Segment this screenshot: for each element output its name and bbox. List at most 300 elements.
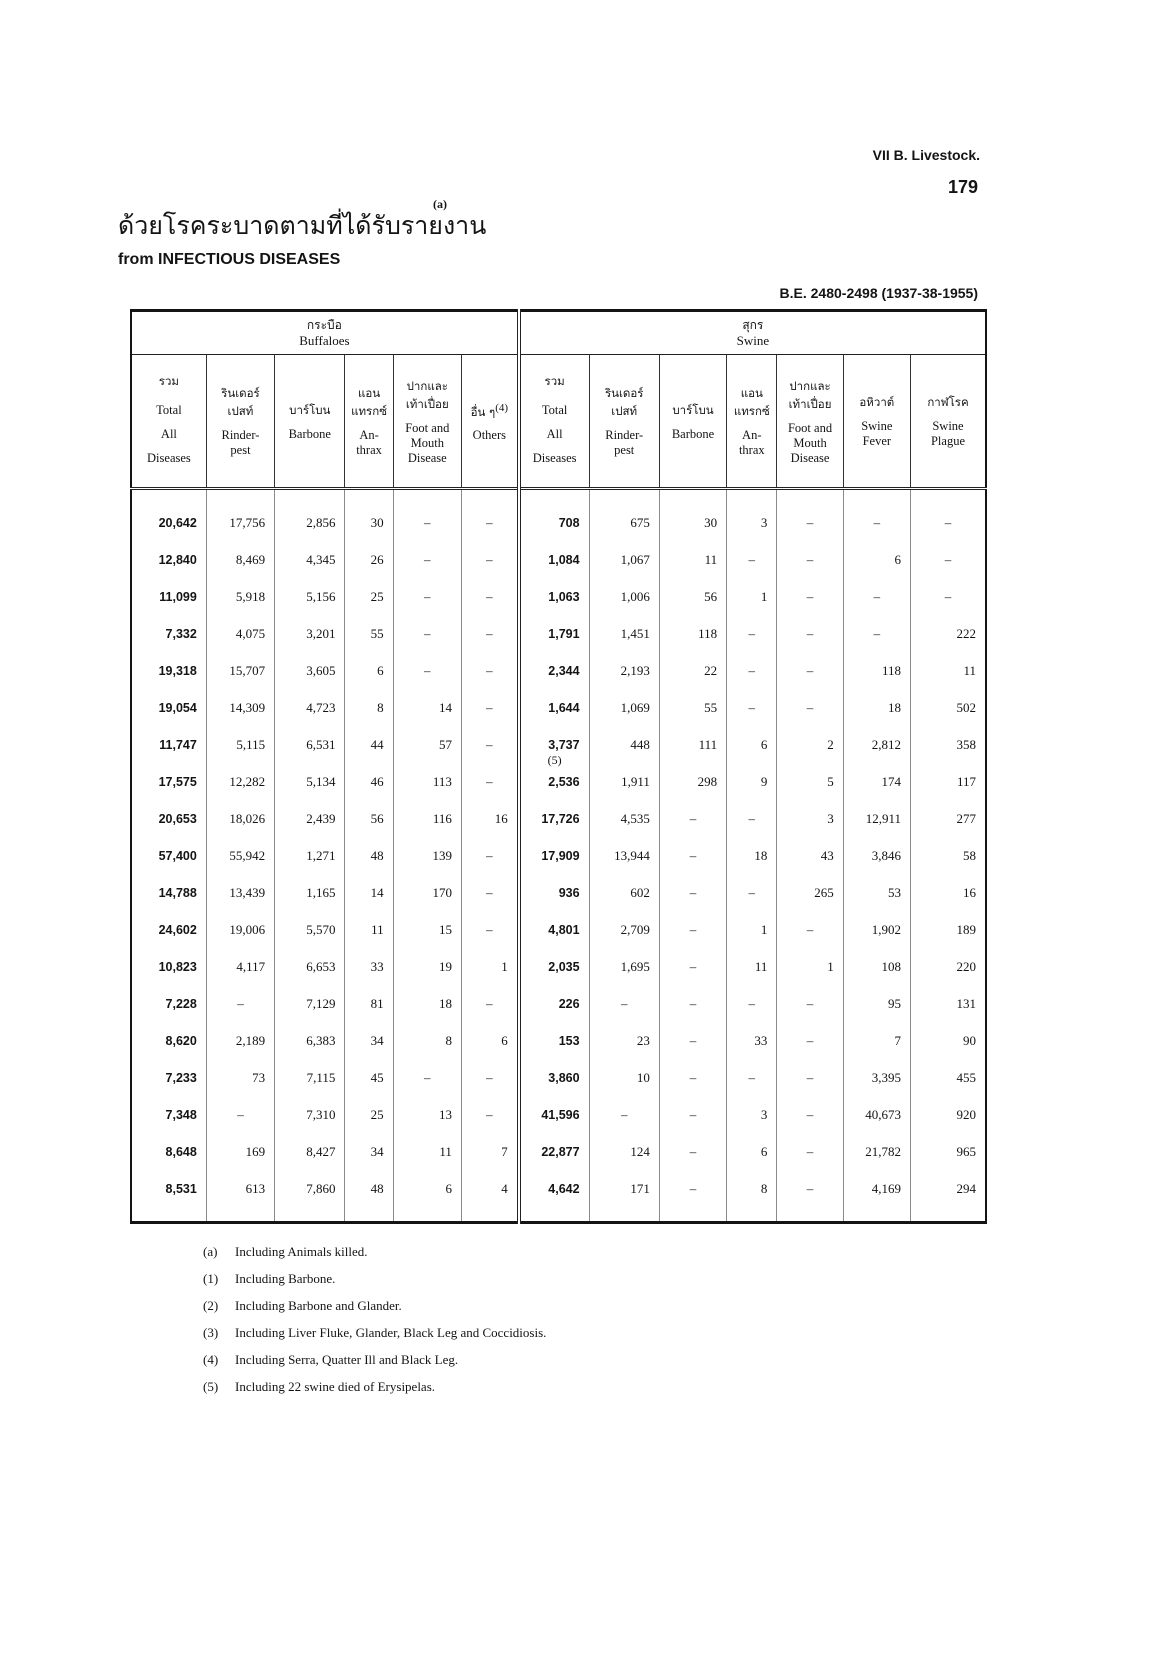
spacer-cell <box>910 489 986 505</box>
swine-anthrax-cell <box>727 948 777 985</box>
swine-anthrax-cell <box>727 1170 777 1207</box>
spacer-cell <box>910 1207 986 1223</box>
swine-foot-and-mouth-cell <box>777 504 843 541</box>
swine-foot-and-mouth-cell <box>777 1096 843 1133</box>
footnote-mark: (5) <box>203 1379 219 1394</box>
swine-swine-fever-cell <box>843 1170 910 1207</box>
cell-value: 7,233 <box>165 1070 197 1085</box>
spacer-cell <box>727 489 777 505</box>
swine-foot-and-mouth-cell <box>777 578 843 615</box>
cell-value: 11 <box>704 551 718 567</box>
table-row <box>131 1059 986 1096</box>
table-row <box>131 874 986 911</box>
cell-value: 6 <box>377 662 384 678</box>
column-header-row <box>131 355 986 489</box>
swine-foot-and-mouth-cell <box>777 1022 843 1059</box>
buffaloes-foot-and-mouth-cell <box>393 985 461 1022</box>
cell-value: 169 <box>245 1143 266 1159</box>
table-row <box>131 504 986 541</box>
buffaloes-rinderpest-cell <box>206 652 274 689</box>
table-row <box>131 1022 986 1059</box>
buffaloes-barbone-cell <box>275 763 345 800</box>
spacer-cell <box>275 489 345 505</box>
cell-value: 174 <box>881 773 901 789</box>
footnote-mark: (a) <box>203 1244 218 1259</box>
swine-foot-and-mouth-cell <box>777 985 843 1022</box>
cell-value: 23 <box>636 1032 650 1048</box>
cell-value: 30 <box>370 514 384 530</box>
cell-value: 131 <box>956 995 976 1011</box>
swine-foot-and-mouth-cell <box>777 948 843 985</box>
cell-value: 24,602 <box>158 922 197 937</box>
swine-foot-and-mouth-cell <box>777 1170 843 1207</box>
cell-value: 6 <box>501 1032 508 1048</box>
spacer-cell <box>519 489 589 505</box>
swine-barbone-cell <box>659 911 726 948</box>
buffaloes-foot-and-mouth-cell <box>393 763 461 800</box>
swine-anthrax-cell <box>727 1133 777 1170</box>
swine-foot-and-mouth-cell <box>777 837 843 874</box>
swine-swine-fever-cell <box>843 652 910 689</box>
swine-swine-plague-cell <box>910 985 986 1022</box>
swine-foot-and-mouth-cell <box>777 541 843 578</box>
buffaloes-rinderpest-cell <box>206 1096 274 1133</box>
cell-value: 6,653 <box>306 958 336 974</box>
cell-value: 4,642 <box>548 1181 580 1196</box>
cell-value: 81 <box>370 995 384 1011</box>
cell-value: 12,282 <box>229 773 266 789</box>
cell-value: 7,115 <box>306 1069 336 1085</box>
cell-value: 73 <box>252 1069 266 1085</box>
cell-value: 15,707 <box>229 662 266 678</box>
swine-barbone-cell <box>659 837 726 874</box>
cell-value: – <box>806 588 814 604</box>
buffaloes-rinderpest-cell <box>206 578 274 615</box>
cell-value: – <box>944 588 952 604</box>
table-row <box>131 1096 986 1133</box>
buffaloes-rinderpest-cell <box>206 837 274 874</box>
footnote-text: Including Barbone and Glander. <box>235 1298 402 1313</box>
swine-anthrax-cell <box>727 652 777 689</box>
cell-value: 11,099 <box>159 589 197 604</box>
buffaloes-total-cell <box>131 800 206 837</box>
cell-value: 12,911 <box>865 810 901 826</box>
cell-value: 14 <box>438 699 452 715</box>
swine-swine-fever-cell <box>843 1133 910 1170</box>
cell-value: 708 <box>558 515 580 530</box>
cell-value: – <box>424 551 431 567</box>
table-row <box>131 985 986 1022</box>
swine-barbone-cell <box>659 652 726 689</box>
buffaloes-anthrax-cell <box>345 578 393 615</box>
spacer-cell <box>777 1207 843 1223</box>
swine-rinderpest-cell <box>589 1170 659 1207</box>
spacer-cell <box>589 489 659 505</box>
swine-total-cell <box>519 1133 589 1170</box>
cell-value: 1 <box>827 958 834 974</box>
cell-value: 2,035 <box>548 959 580 974</box>
spacer-cell <box>659 1207 726 1223</box>
col-thai-label: ปากและ เท้าเปื่อย <box>405 378 449 411</box>
cell-value: 3,846 <box>871 847 901 863</box>
cell-value: 41,596 <box>541 1107 580 1122</box>
swine-anthrax-cell <box>727 541 777 578</box>
cell-value: 7,310 <box>306 1106 336 1122</box>
cell-value: – <box>486 1069 493 1085</box>
cell-value: 95 <box>887 995 901 1011</box>
cell-value: – <box>486 551 493 567</box>
swine-total-cell <box>519 541 589 578</box>
cell-value: 2,536 <box>548 774 580 789</box>
buffaloes-others-cell <box>461 1096 518 1133</box>
cell-value: 1,165 <box>306 884 336 900</box>
buffaloes-others-cell <box>461 763 518 800</box>
cell-value: – <box>620 1106 628 1122</box>
cell-value: – <box>944 514 952 530</box>
swine-swine-plague-cell <box>910 689 986 726</box>
buffaloes-foot-and-mouth-cell <box>393 911 461 948</box>
cell-value: 48 <box>370 847 384 863</box>
swine-barbone-cell <box>659 615 726 652</box>
swine-swine-fever-cell <box>843 726 910 763</box>
buffaloes-others-cell <box>461 911 518 948</box>
table-body <box>131 489 986 1223</box>
swine-rinderpest-cell <box>589 504 659 541</box>
cell-value: 448 <box>630 736 650 752</box>
footnote-text: Including 22 swine died of Erysipelas. <box>235 1379 436 1394</box>
buffaloes-anthrax-cell <box>345 874 393 911</box>
cell-value: 3 <box>760 514 768 530</box>
swine-total-cell <box>519 985 589 1022</box>
cell-value: 8 <box>377 699 384 715</box>
buffaloes-anthrax-cell <box>345 726 393 763</box>
spacer-cell <box>519 1207 589 1223</box>
cell-value: – <box>689 1069 697 1085</box>
col-thai-label <box>463 399 516 421</box>
cell-value: 2,189 <box>235 1032 266 1048</box>
cell-value: 8,648 <box>165 1144 197 1159</box>
swine-total-cell <box>519 504 589 541</box>
cell-value: 25 <box>370 1106 384 1122</box>
cell-value: 4,169 <box>871 1180 901 1196</box>
swine-rinderpest-cell <box>589 1133 659 1170</box>
buffaloes-total-cell <box>131 1059 206 1096</box>
cell-value: 3,201 <box>306 625 336 641</box>
spacer-cell <box>206 489 274 505</box>
buffaloes-barbone-cell <box>275 1022 345 1059</box>
buffaloes-rinderpest-cell <box>206 874 274 911</box>
swine-foot-and-mouth-cell <box>777 874 843 911</box>
spacer-cell <box>777 489 843 505</box>
cell-value: 502 <box>956 699 976 715</box>
swine-total-cell <box>519 689 589 726</box>
col-english-label: Others <box>472 428 506 443</box>
cell-value: – <box>806 921 814 937</box>
cell-value: 16 <box>494 810 508 826</box>
cell-value: 6,531 <box>306 736 336 752</box>
cell-value: 14,309 <box>229 699 266 715</box>
table-row <box>131 1170 986 1207</box>
col-thai-label: รวม <box>158 374 180 388</box>
table-row <box>131 726 986 763</box>
cell-value: 45 <box>370 1069 384 1085</box>
cell-value: 43 <box>820 847 834 863</box>
group-english-label: Buffaloes <box>299 333 350 348</box>
group-header-buffaloes <box>131 311 519 355</box>
swine-anthrax-cell <box>727 874 777 911</box>
cell-value: 30 <box>704 514 718 530</box>
title-footnote-ref: (a) <box>433 197 447 211</box>
cell-value: 4,117 <box>236 958 266 974</box>
cell-value: 1,902 <box>871 921 901 937</box>
buffaloes-anthrax-cell <box>345 837 393 874</box>
cell-value: – <box>486 773 493 789</box>
cell-value: 19,318 <box>158 663 197 678</box>
cell-value: 111 <box>698 736 718 752</box>
buffaloes-barbone-cell <box>275 689 345 726</box>
buffaloes-foot-and-mouth-cell <box>393 837 461 874</box>
cell-value: 108 <box>881 958 901 974</box>
buffaloes-barbone-cell <box>275 652 345 689</box>
swine-total-cell <box>519 948 589 985</box>
swine-swine-fever-cell <box>843 948 910 985</box>
cell-value: – <box>486 588 493 604</box>
swine-swine-plague-cell <box>910 652 986 689</box>
col-thai-label: ปากและ เท้าเปื่อย <box>788 378 832 411</box>
cell-value: 21,782 <box>865 1143 901 1159</box>
buffaloes-others-cell <box>461 504 518 541</box>
cell-value: 19 <box>438 958 452 974</box>
spacer-cell <box>275 1207 345 1223</box>
swine-total-cell <box>519 652 589 689</box>
cell-value: 57,400 <box>158 848 197 863</box>
cell-value: – <box>748 662 756 678</box>
swine-swine-plague-cell <box>910 800 986 837</box>
swine-swine-plague-cell <box>910 948 986 985</box>
cell-value: – <box>806 1106 814 1122</box>
cell-value: 602 <box>630 884 650 900</box>
buffaloes-others-cell <box>461 689 518 726</box>
cell-value: – <box>748 625 756 641</box>
swine-anthrax-cell <box>727 1096 777 1133</box>
cell-value: 16 <box>963 884 976 900</box>
cell-value: 9 <box>760 773 768 789</box>
buffaloes-foot-and-mouth-cell <box>393 615 461 652</box>
cell-value: 4,723 <box>306 699 336 715</box>
cell-value: – <box>689 847 697 863</box>
swine-barbone-cell <box>659 689 726 726</box>
swine-anthrax-cell <box>727 504 777 541</box>
cell-value: 7 <box>894 1032 901 1048</box>
cell-value: – <box>748 551 756 567</box>
col-header-buffaloes-rinderpest <box>206 355 274 489</box>
buffaloes-total-cell <box>131 1022 206 1059</box>
swine-swine-fever-cell <box>843 615 910 652</box>
cell-value: – <box>486 662 493 678</box>
cell-value: 1,695 <box>620 958 650 974</box>
cell-value: 14 <box>370 884 384 900</box>
table-row <box>131 911 986 948</box>
cell-value: 17,575 <box>158 774 197 789</box>
swine-total-cell <box>519 911 589 948</box>
buffaloes-others-cell <box>461 652 518 689</box>
buffaloes-foot-and-mouth-cell <box>393 948 461 985</box>
section-header: VII B. Livestock. <box>872 147 980 163</box>
col-header-buffaloes-others <box>461 355 518 489</box>
cell-value: – <box>620 995 628 1011</box>
table-row <box>131 541 986 578</box>
cell-value: 11 <box>371 921 384 937</box>
col-english-label: Barbone <box>288 426 331 441</box>
cell-value: 13 <box>438 1106 452 1122</box>
cell-value: 6 <box>760 736 768 752</box>
swine-foot-and-mouth-cell <box>777 763 843 800</box>
swine-foot-and-mouth-cell <box>777 800 843 837</box>
buffaloes-others-cell <box>461 1133 518 1170</box>
cell-value: 920 <box>956 1106 976 1122</box>
footnote-line <box>203 1378 546 1405</box>
buffaloes-barbone-cell <box>275 1096 345 1133</box>
buffaloes-anthrax-cell <box>345 1096 393 1133</box>
cell-value: – <box>486 514 493 530</box>
cell-value: 2,193 <box>620 662 650 678</box>
livestock-disease-table <box>130 309 987 1224</box>
title-thai: ด้วยโรคระบาดตามที่ได้รับรายงาน <box>118 211 487 240</box>
swine-total-cell <box>519 578 589 615</box>
swine-anthrax-cell <box>727 911 777 948</box>
cell-value: 7,129 <box>306 995 336 1011</box>
swine-swine-fever-cell <box>843 837 910 874</box>
cell-value: – <box>806 1069 814 1085</box>
col-thai-text: อื่น ๆ <box>470 404 496 419</box>
buffaloes-others-cell <box>461 948 518 985</box>
cell-value: 118 <box>698 625 718 641</box>
table-row <box>131 578 986 615</box>
cell-value: 56 <box>370 810 384 826</box>
cell-value: 1,006 <box>620 588 650 604</box>
cell-value: 5,570 <box>306 921 336 937</box>
cell-value: 11 <box>754 958 768 974</box>
cell-value: 277 <box>956 810 976 826</box>
swine-foot-and-mouth-cell <box>777 615 843 652</box>
swine-barbone-cell <box>659 1170 726 1207</box>
cell-value: 10 <box>636 1069 650 1085</box>
buffaloes-others-cell <box>461 1022 518 1059</box>
footnote-text: Including Liver Fluke, Glander, Black Leg and Coccidiosis. <box>235 1325 547 1340</box>
col-english-label: Foot and Mouth Disease <box>405 420 450 465</box>
cell-value: 1,069 <box>620 699 650 715</box>
swine-rinderpest-cell <box>589 985 659 1022</box>
cell-value: 153 <box>558 1033 580 1048</box>
buffaloes-anthrax-cell <box>345 615 393 652</box>
col-english-label: An- thrax <box>356 428 382 457</box>
buffaloes-others-cell <box>461 1170 518 1207</box>
cell-value: 1 <box>501 958 508 974</box>
cell-value: – <box>486 884 493 900</box>
cell-value: – <box>806 662 814 678</box>
swine-swine-plague-cell <box>910 1133 986 1170</box>
cell-value: 20,653 <box>158 811 197 826</box>
cell-value: 15 <box>438 921 452 937</box>
swine-total-cell <box>519 1096 589 1133</box>
table-row <box>131 689 986 726</box>
table-row <box>131 652 986 689</box>
group-thai-label: กระบือ <box>306 318 342 332</box>
buffaloes-others-cell <box>461 1059 518 1096</box>
table-row <box>131 948 986 985</box>
swine-swine-fever-cell <box>843 911 910 948</box>
cell-value: – <box>486 736 493 752</box>
page-number: 179 <box>947 177 978 197</box>
cell-value: 25 <box>370 588 384 604</box>
buffaloes-total-cell <box>131 1096 206 1133</box>
swine-swine-plague-cell <box>910 504 986 541</box>
footnote-text: Including Barbone. <box>235 1271 336 1286</box>
spacer-cell <box>659 489 726 505</box>
cell-value: 17,726 <box>541 811 580 826</box>
buffaloes-total-cell <box>131 1133 206 1170</box>
cell-value: – <box>944 551 952 567</box>
swine-foot-and-mouth-cell <box>777 726 843 763</box>
buffaloes-barbone-cell <box>275 578 345 615</box>
cell-value: – <box>873 625 881 641</box>
swine-foot-and-mouth-cell <box>777 1059 843 1096</box>
buffaloes-barbone-cell <box>275 800 345 837</box>
buffaloes-barbone-cell <box>275 985 345 1022</box>
cell-value: – <box>237 1106 244 1122</box>
cell-value: 7,348 <box>165 1107 197 1122</box>
cell-value: 4,801 <box>548 922 580 937</box>
cell-value: 965 <box>956 1143 976 1159</box>
cell-value: 6 <box>445 1180 452 1196</box>
cell-value: 1,911 <box>621 773 650 789</box>
cell-value: – <box>806 1143 814 1159</box>
col-header-buffaloes-barbone <box>275 355 345 489</box>
swine-barbone-cell <box>659 726 726 763</box>
swine-barbone-cell <box>659 578 726 615</box>
cell-value: 55 <box>704 699 718 715</box>
footnote-mark: (4) <box>203 1352 219 1367</box>
cell-value: 116 <box>432 810 452 826</box>
col-thai-label: แอน แทรกซ์ <box>733 386 770 418</box>
buffaloes-anthrax-cell <box>345 541 393 578</box>
spacer-cell <box>345 489 393 505</box>
cell-value: – <box>806 625 814 641</box>
cell-value: 17,909 <box>541 848 580 863</box>
cell-value: 2,439 <box>306 810 336 826</box>
cell-value: 8,469 <box>235 551 266 567</box>
table-row <box>131 615 986 652</box>
swine-swine-fever-cell <box>843 763 910 800</box>
cell-value: 1,063 <box>548 589 580 604</box>
swine-rinderpest-cell <box>589 615 659 652</box>
cell-value: 1,271 <box>306 847 336 863</box>
cell-value: 18 <box>754 847 768 863</box>
cell-value: 5,115 <box>236 736 266 752</box>
buffaloes-others-cell <box>461 541 518 578</box>
buffaloes-others-cell <box>461 726 518 763</box>
buffaloes-barbone-cell <box>275 948 345 985</box>
buffaloes-rinderpest-cell <box>206 763 274 800</box>
buffaloes-foot-and-mouth-cell <box>393 541 461 578</box>
swine-swine-plague-cell <box>910 1096 986 1133</box>
cell-value: – <box>689 995 697 1011</box>
table-row <box>131 763 986 800</box>
swine-swine-plague-cell <box>910 837 986 874</box>
swine-rinderpest-cell <box>589 689 659 726</box>
buffaloes-others-cell <box>461 800 518 837</box>
cell-value: 171 <box>630 1180 650 1196</box>
